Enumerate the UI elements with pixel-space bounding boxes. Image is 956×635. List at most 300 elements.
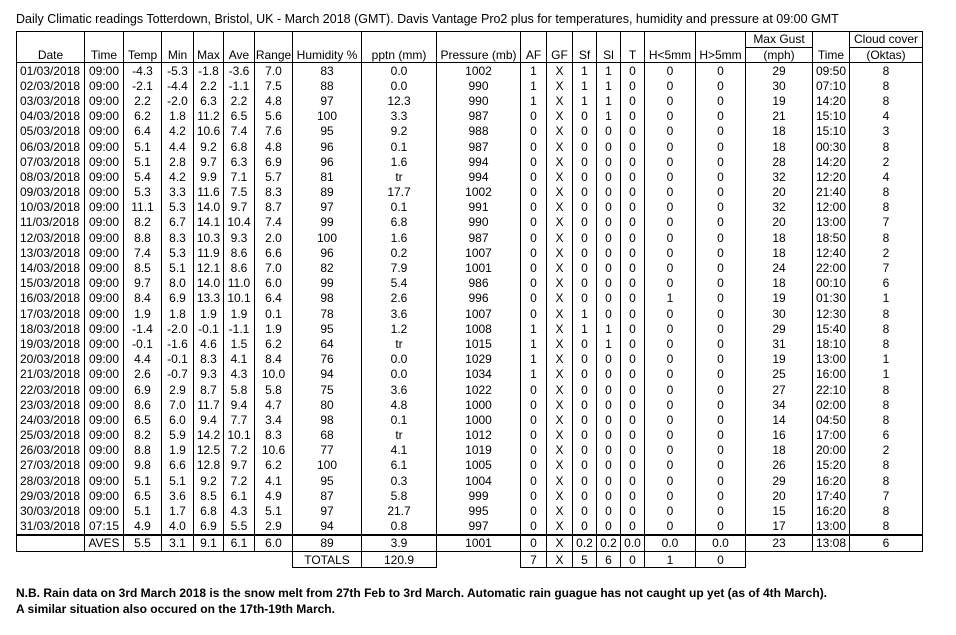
aves-pptn: 3.9: [362, 535, 437, 552]
cell-gf: X: [547, 93, 573, 108]
cell-sl: 0: [597, 124, 621, 139]
cell-min: -1.6: [162, 336, 194, 351]
cell-gust-time: 15:40: [813, 321, 850, 336]
cell-t: 0: [621, 124, 645, 139]
cell-sl: 0: [597, 519, 621, 535]
cell-humidity: 87: [293, 488, 362, 503]
cell-ave: 4.3: [224, 503, 255, 518]
cell-pressure: 994: [437, 169, 521, 184]
cell-pressure: 1000: [437, 397, 521, 412]
cell-h-gt5: 0: [696, 397, 746, 412]
cell-max-gust: 18: [746, 443, 813, 458]
cell-h-lt5: 0: [645, 412, 696, 427]
totals-h-gt5: 0: [696, 552, 746, 568]
cell-pptn: 6.1: [362, 458, 437, 473]
table-row: [17, 503, 923, 518]
cell-temp: 5.4: [124, 169, 162, 184]
cell-h-lt5: 0: [645, 428, 696, 443]
aves-sl: 0.2: [597, 535, 621, 552]
cell-pressure: 996: [437, 291, 521, 306]
cell-pptn: 2.6: [362, 291, 437, 306]
cell-date: 24/03/2018: [17, 412, 85, 427]
cell-cloud: 7: [850, 260, 923, 275]
cell-ave: 6.5: [224, 109, 255, 124]
cell-gust-time: 14:20: [813, 93, 850, 108]
aves-af: 0: [521, 535, 547, 552]
totals-sl: 6: [597, 552, 621, 568]
cell-pptn: tr: [362, 169, 437, 184]
cell-cloud: 8: [850, 458, 923, 473]
cell-max: 13.3: [194, 291, 224, 306]
cell-h-gt5: 0: [696, 412, 746, 427]
aves-h-lt5: 0.0: [645, 535, 696, 552]
cell-sl: 0: [597, 428, 621, 443]
cell-gf: X: [547, 367, 573, 382]
table-row: [17, 382, 923, 397]
cell-gust-time: 09:50: [813, 63, 850, 79]
cell-h-lt5: 0: [645, 63, 696, 79]
cell-date: 23/03/2018: [17, 397, 85, 412]
cell-t: 0: [621, 306, 645, 321]
cell-sl: 0: [597, 154, 621, 169]
cell-pptn: 0.0: [362, 367, 437, 382]
cell-gust-time: 15:10: [813, 124, 850, 139]
cell-sl: 0: [597, 473, 621, 488]
cell-h-lt5: 0: [645, 245, 696, 260]
cell-sl: 0: [597, 488, 621, 503]
cell-sl: 1: [597, 63, 621, 79]
cell-ave: 1.9: [224, 306, 255, 321]
cell-min: 1.8: [162, 109, 194, 124]
cell-max-gust: 19: [746, 93, 813, 108]
cell-pptn: 5.8: [362, 488, 437, 503]
col-header-max: Max: [194, 32, 224, 63]
cell-humidity: 100: [293, 458, 362, 473]
table-row: [17, 63, 923, 79]
cell-gust-time: 22:00: [813, 260, 850, 275]
cell-pptn: 0.8: [362, 519, 437, 535]
cell-date: 27/03/2018: [17, 458, 85, 473]
cell-h-gt5: 0: [696, 185, 746, 200]
cell-time: 09:00: [85, 245, 124, 260]
cell-temp: 8.2: [124, 428, 162, 443]
cell-pressure: 1022: [437, 382, 521, 397]
cell-temp: 4.4: [124, 352, 162, 367]
cell-min: 4.2: [162, 169, 194, 184]
cell-h-gt5: 0: [696, 139, 746, 154]
cell-temp: 2.6: [124, 367, 162, 382]
cell-date: 04/03/2018: [17, 109, 85, 124]
cell-t: 0: [621, 93, 645, 108]
cell-min: 3.3: [162, 185, 194, 200]
cell-gf: X: [547, 230, 573, 245]
cell-pressure: 1005: [437, 458, 521, 473]
totals-blank-cell: [850, 552, 923, 568]
cell-gust-time: 13:00: [813, 352, 850, 367]
cell-temp: -1.4: [124, 321, 162, 336]
cell-sf: 0: [573, 412, 597, 427]
cell-gust-time: 16:00: [813, 367, 850, 382]
cell-sf: 0: [573, 276, 597, 291]
cell-range: 4.1: [255, 473, 293, 488]
cell-ave: 7.5: [224, 185, 255, 200]
cell-ave: 7.2: [224, 443, 255, 458]
cell-gust-time: 13:00: [813, 519, 850, 535]
cell-af: 0: [521, 503, 547, 518]
col-header-max-gust-label: Max Gust: [746, 32, 812, 48]
cell-date: 07/03/2018: [17, 154, 85, 169]
cell-max: 14.0: [194, 200, 224, 215]
cell-h-gt5: 0: [696, 276, 746, 291]
cell-max: 9.3: [194, 367, 224, 382]
cell-gust-time: 12:20: [813, 169, 850, 184]
notes: [16, 585, 827, 617]
cell-pressure: 988: [437, 124, 521, 139]
cell-range: 7.6: [255, 124, 293, 139]
cell-af: 1: [521, 336, 547, 351]
totals-label: TOTALS: [293, 552, 362, 568]
cell-h-lt5: 0: [645, 154, 696, 169]
cell-h-gt5: 0: [696, 306, 746, 321]
averages-row: [17, 535, 923, 552]
cell-sl: 0: [597, 352, 621, 367]
col-header-cloud-unit: (Oktas): [866, 48, 906, 62]
col-header-humidity: Humidity %: [293, 32, 362, 63]
cell-range: 4.7: [255, 397, 293, 412]
totals-gf: X: [547, 552, 573, 568]
cell-sf: 0: [573, 139, 597, 154]
cell-sf: 0: [573, 382, 597, 397]
climate-table: [16, 31, 923, 568]
cell-gust-time: 18:50: [813, 230, 850, 245]
cell-sl: 0: [597, 215, 621, 230]
cell-sf: 0: [573, 185, 597, 200]
cell-sl: 0: [597, 412, 621, 427]
cell-humidity: 96: [293, 139, 362, 154]
cell-pptn: 6.8: [362, 215, 437, 230]
cell-date: 12/03/2018: [17, 230, 85, 245]
table-row: [17, 428, 923, 443]
cell-max-gust: 28: [746, 154, 813, 169]
cell-t: 0: [621, 412, 645, 427]
cell-cloud: 8: [850, 78, 923, 93]
cell-time: 09:00: [85, 382, 124, 397]
cell-temp: 8.4: [124, 291, 162, 306]
cell-temp: 11.1: [124, 200, 162, 215]
cell-h-gt5: 0: [696, 291, 746, 306]
cell-temp: 1.9: [124, 306, 162, 321]
cell-cloud: 8: [850, 63, 923, 79]
cell-pptn: 12.3: [362, 93, 437, 108]
cell-h-lt5: 0: [645, 276, 696, 291]
cell-sl: 0: [597, 367, 621, 382]
cell-sf: 0: [573, 503, 597, 518]
cell-temp: 5.1: [124, 139, 162, 154]
cell-cloud: 8: [850, 306, 923, 321]
col-header-gust-time: Time: [813, 32, 850, 63]
cell-humidity: 97: [293, 200, 362, 215]
cell-af: 0: [521, 306, 547, 321]
cell-t: 0: [621, 245, 645, 260]
cell-h-gt5: 0: [696, 473, 746, 488]
cell-max-gust: 19: [746, 291, 813, 306]
cell-h-gt5: 0: [696, 200, 746, 215]
aves-gust-time: 13:08: [813, 535, 850, 552]
cell-ave: 4.1: [224, 352, 255, 367]
cell-date: 02/03/2018: [17, 78, 85, 93]
cell-time: 09:00: [85, 154, 124, 169]
cell-pressure: 1034: [437, 367, 521, 382]
cell-max: 11.6: [194, 185, 224, 200]
cell-ave: -1.1: [224, 321, 255, 336]
cell-h-lt5: 0: [645, 169, 696, 184]
table-row: [17, 352, 923, 367]
cell-humidity: 75: [293, 382, 362, 397]
cell-max: 8.7: [194, 382, 224, 397]
cell-max-gust: 30: [746, 78, 813, 93]
cell-pptn: 4.8: [362, 397, 437, 412]
note-line-1: N.B. Rain data on 3rd March 2018 is the snow melt from 27th Feb to 3rd March. Automatic rain guague has not caught up yet (as of 4th March).: [16, 586, 828, 600]
cell-pptn: 1.6: [362, 154, 437, 169]
cell-date: 26/03/2018: [17, 443, 85, 458]
cell-max: 9.7: [194, 154, 224, 169]
cell-sf: 0: [573, 154, 597, 169]
cell-gf: X: [547, 412, 573, 427]
cell-time: 09:00: [85, 230, 124, 245]
cell-t: 0: [621, 185, 645, 200]
cell-af: 0: [521, 245, 547, 260]
cell-cloud: 8: [850, 185, 923, 200]
col-header-cloud: [850, 32, 923, 63]
cell-time: 09:00: [85, 139, 124, 154]
cell-date: 03/03/2018: [17, 93, 85, 108]
cell-sl: 0: [597, 185, 621, 200]
cell-af: 0: [521, 124, 547, 139]
cell-humidity: 97: [293, 93, 362, 108]
cell-max-gust: 16: [746, 428, 813, 443]
aves-ave: 6.1: [224, 535, 255, 552]
cell-time: 09:00: [85, 169, 124, 184]
cell-af: 0: [521, 139, 547, 154]
cell-h-gt5: 0: [696, 382, 746, 397]
cell-h-lt5: 0: [645, 488, 696, 503]
cell-ave: -1.1: [224, 78, 255, 93]
cell-sl: 1: [597, 78, 621, 93]
table-row: [17, 458, 923, 473]
cell-date: 15/03/2018: [17, 276, 85, 291]
cell-min: 3.6: [162, 488, 194, 503]
cell-humidity: 97: [293, 503, 362, 518]
cell-range: 6.0: [255, 276, 293, 291]
cell-range: 8.4: [255, 352, 293, 367]
cell-sf: 0: [573, 336, 597, 351]
cell-pressure: 994: [437, 154, 521, 169]
cell-ave: 6.8: [224, 139, 255, 154]
cell-time: 09:00: [85, 412, 124, 427]
cell-gust-time: 13:00: [813, 215, 850, 230]
totals-blank-cell: [224, 552, 255, 568]
cell-pressure: 990: [437, 215, 521, 230]
table-row: [17, 291, 923, 306]
cell-max-gust: 32: [746, 169, 813, 184]
cell-max: 12.5: [194, 443, 224, 458]
cell-h-lt5: 0: [645, 260, 696, 275]
table-row: [17, 367, 923, 382]
totals-sf: 5: [573, 552, 597, 568]
cell-range: 10.6: [255, 443, 293, 458]
col-header-range: Range: [255, 32, 293, 63]
cell-af: 0: [521, 443, 547, 458]
cell-gf: X: [547, 260, 573, 275]
cell-h-gt5: 0: [696, 169, 746, 184]
totals-pptn: 120.9: [362, 552, 437, 568]
cell-cloud: 6: [850, 428, 923, 443]
note-line-2: A similar situation also occured on the 17th-19th March.: [16, 602, 335, 616]
cell-range: 1.9: [255, 321, 293, 336]
cell-sl: 0: [597, 382, 621, 397]
cell-cloud: 8: [850, 503, 923, 518]
cell-time: 09:00: [85, 473, 124, 488]
cell-pressure: 990: [437, 78, 521, 93]
cell-ave: -3.6: [224, 63, 255, 79]
cell-h-gt5: 0: [696, 519, 746, 535]
cell-ave: 7.4: [224, 124, 255, 139]
cell-gf: X: [547, 306, 573, 321]
cell-h-lt5: 0: [645, 367, 696, 382]
cell-min: 8.3: [162, 230, 194, 245]
cell-humidity: 96: [293, 245, 362, 260]
cell-gust-time: 16:20: [813, 473, 850, 488]
cell-max: 2.2: [194, 78, 224, 93]
cell-cloud: 7: [850, 215, 923, 230]
cell-date: 09/03/2018: [17, 185, 85, 200]
cell-sf: 0: [573, 519, 597, 535]
cell-gust-time: 12:40: [813, 245, 850, 260]
totals-af: 7: [521, 552, 547, 568]
cell-pptn: 0.1: [362, 139, 437, 154]
cell-sl: 0: [597, 169, 621, 184]
cell-cloud: 8: [850, 473, 923, 488]
cell-time: 07:15: [85, 519, 124, 535]
cell-time: 09:00: [85, 397, 124, 412]
cell-max-gust: 34: [746, 397, 813, 412]
cell-gf: X: [547, 519, 573, 535]
col-header-sl: Sl: [597, 32, 621, 63]
cell-sf: 1: [573, 63, 597, 79]
cell-h-lt5: 0: [645, 336, 696, 351]
cell-min: 6.6: [162, 458, 194, 473]
cell-ave: 10.4: [224, 215, 255, 230]
cell-t: 0: [621, 139, 645, 154]
cell-ave: 9.4: [224, 397, 255, 412]
cell-temp: 8.5: [124, 260, 162, 275]
cell-pressure: 999: [437, 488, 521, 503]
cell-gf: X: [547, 154, 573, 169]
cell-temp: 4.9: [124, 519, 162, 535]
cell-gf: X: [547, 336, 573, 351]
cell-time: 09:00: [85, 124, 124, 139]
cell-cloud: 8: [850, 412, 923, 427]
cell-pptn: 0.0: [362, 78, 437, 93]
cell-range: 8.7: [255, 200, 293, 215]
cell-gust-time: 17:40: [813, 488, 850, 503]
aves-min: 3.1: [162, 535, 194, 552]
cell-date: 10/03/2018: [17, 200, 85, 215]
totals-blank-cell: [813, 552, 850, 568]
cell-sl: 1: [597, 321, 621, 336]
cell-h-gt5: 0: [696, 93, 746, 108]
cell-date: 28/03/2018: [17, 473, 85, 488]
cell-range: 10.0: [255, 367, 293, 382]
cell-sf: 0: [573, 109, 597, 124]
cell-sf: 0: [573, 443, 597, 458]
cell-max-gust: 14: [746, 412, 813, 427]
cell-humidity: 77: [293, 443, 362, 458]
cell-gf: X: [547, 443, 573, 458]
cell-gust-time: 01:30: [813, 291, 850, 306]
cell-gust-time: 00:30: [813, 139, 850, 154]
cell-humidity: 82: [293, 260, 362, 275]
cell-gust-time: 12:30: [813, 306, 850, 321]
cell-time: 09:00: [85, 306, 124, 321]
cell-af: 1: [521, 367, 547, 382]
cell-sf: 0: [573, 124, 597, 139]
cell-gf: X: [547, 276, 573, 291]
cell-h-gt5: 0: [696, 215, 746, 230]
cell-gf: X: [547, 397, 573, 412]
cell-max-gust: 30: [746, 306, 813, 321]
cell-h-lt5: 0: [645, 397, 696, 412]
cell-time: 09:00: [85, 200, 124, 215]
cell-max-gust: 26: [746, 458, 813, 473]
cell-pptn: 0.0: [362, 352, 437, 367]
cell-sf: 0: [573, 397, 597, 412]
totals-blank-cell: [255, 552, 293, 568]
cell-temp: -4.3: [124, 63, 162, 79]
cell-time: 09:00: [85, 488, 124, 503]
cell-date: 29/03/2018: [17, 488, 85, 503]
table-row: [17, 397, 923, 412]
cell-sl: 0: [597, 291, 621, 306]
cell-range: 6.2: [255, 336, 293, 351]
cell-af: 0: [521, 154, 547, 169]
cell-humidity: 68: [293, 428, 362, 443]
col-header-min: Min: [162, 32, 194, 63]
cell-pptn: 1.2: [362, 321, 437, 336]
cell-range: 0.1: [255, 306, 293, 321]
cell-max: 8.5: [194, 488, 224, 503]
cell-gf: X: [547, 458, 573, 473]
cell-date: 14/03/2018: [17, 260, 85, 275]
cell-range: 6.2: [255, 458, 293, 473]
table-row: [17, 93, 923, 108]
cell-ave: 8.6: [224, 260, 255, 275]
cell-sl: 0: [597, 503, 621, 518]
cell-temp: 5.1: [124, 503, 162, 518]
cell-max: 6.3: [194, 93, 224, 108]
table-row: [17, 473, 923, 488]
cell-temp: 7.4: [124, 245, 162, 260]
col-header-ave: Ave: [224, 32, 255, 63]
cell-h-gt5: 0: [696, 321, 746, 336]
table-row: [17, 321, 923, 336]
cell-sf: 1: [573, 306, 597, 321]
totals-blank-cell: [124, 552, 162, 568]
totals-blank-cell: [437, 552, 521, 568]
cell-ave: 5.8: [224, 382, 255, 397]
cell-gf: X: [547, 200, 573, 215]
cell-gf: X: [547, 382, 573, 397]
